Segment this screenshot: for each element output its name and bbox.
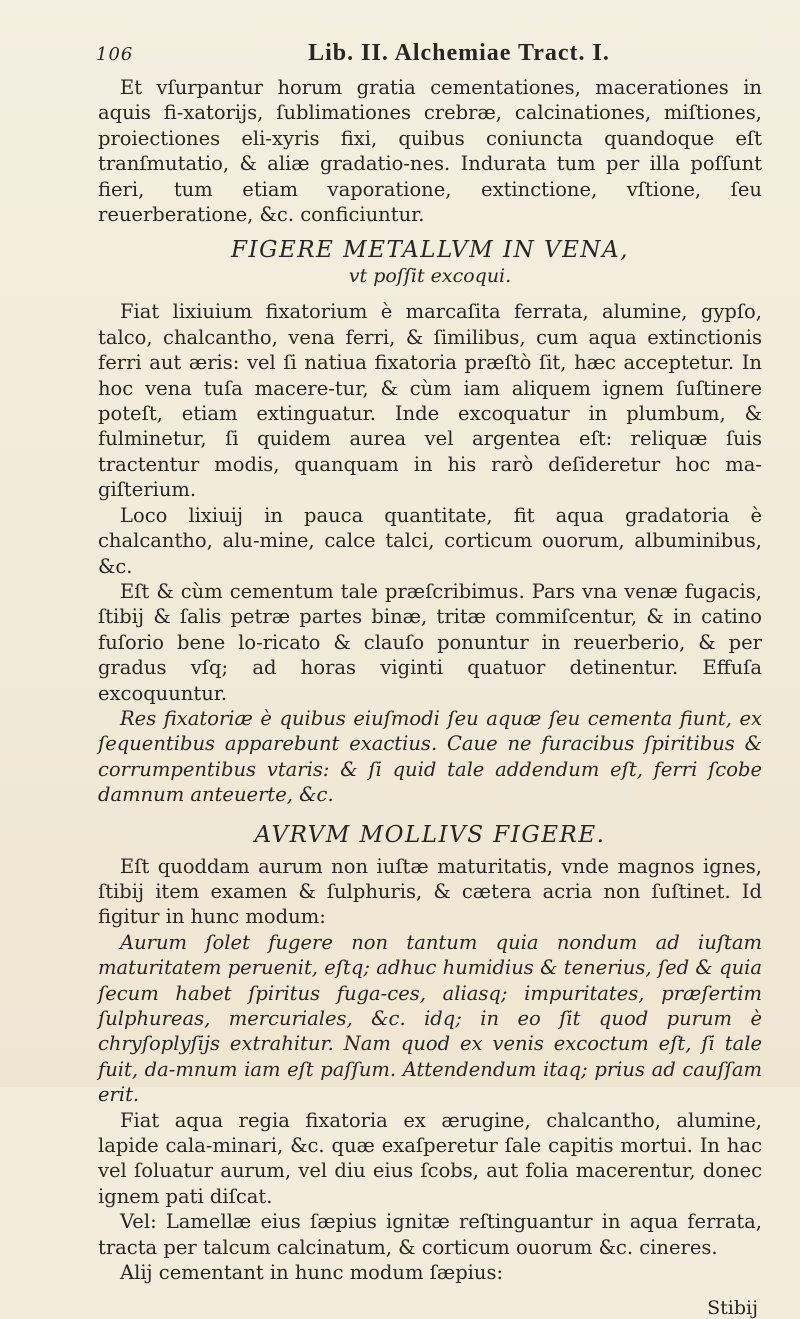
paragraph-intro: Et vſurpantur horum gratia cementationes, macerationes in aquis fi-xatorijs, ſublimationes crebræ, calcinationes, miſtiones, proiectiones eli-xyris fixi, quibus coniuncta quandoque eſt tranſmutatio, & aliæ gradatio-nes. Indurata tum per illa poſſunt fieri, tum etiam vaporatione, extinctione, vſtione, ſeu reuerberatione, &c. conficiuntur. — [98, 76, 762, 227]
section-heading-figere-metallum: FIGERE METALLVM IN VENA, — [231, 237, 629, 264]
page-number: 106 — [96, 44, 134, 65]
section-heading-aurum-mollius: AVRVM MOLLIVS FIGERE. — [254, 821, 606, 848]
catchword: Stibij — [707, 1297, 758, 1319]
section-subheading: vt poſſit excoqui. — [348, 265, 512, 288]
paragraph-aqua-gradatoria: Loco lixiuij in pauca quantitate, fit aqua gradatoria è chalcantho, alu-mine, calce talci, corticum ouorum, albuminibus, &c. — [98, 503, 762, 578]
paragraph-aurum-maturitas: Eſt quoddam aurum non iuſtæ maturitatis, vnde magnos ignes, ſtibij item examen & ſulphuris, & cætera acria non ſuſtinet. Id figitur in hunc modum: — [98, 854, 762, 929]
paragraph-aqua-regia: Fiat aqua regia fixatoria ex ærugine, chalcantho, alumine, lapide cala-minari, &c. quæ exaſperetur ſale capitis mortui. In hac vel ſoluatur aurum, vel diu eius ſcobs, aut folia macerentur, donec ignem pati diſcat. — [98, 1108, 762, 1208]
paragraph-res-fixatoriae: Res fixatoriæ è quibus eiuſmodi ſeu aquæ ſeu cementa fiunt, ex ſequentibus apparebunt exactius. Caue ne furacibus ſpiritibus & corrumpentibus vtaris: & ſi quid tale addendum eſt, ferri ſcobe damnum anteuerte, &c. — [98, 706, 762, 807]
paragraph-aurum-fugere: Aurum ſolet fugere non tantum quia nondum ad iuſtam maturitatem peruenit, eſtq; adhuc humidius & tenerius, ſed & quia ſecum habet ſpiritus fuga-ces, aliasq; impuritates, præſertim ſulphureas, mercuriales, &c. idq; in eo ſit quod purum è chryſoplyſijs extrahitur. Nam quod ex venis excoctum eſt, ſi tale fuit, da-mnum iam eſt paſſum. Attendendum itaq; prius ad cauſſam erit. — [98, 930, 762, 1107]
paragraph-lixivium: Fiat lixiuium fixatorium è marcaſita ferrata, alumine, gypſo, talco, chalcantho, vena ferri, & ſimilibus, cum aqua extinctionis ferri aut æris: vel ſi natiua fixatoria præſtò ſit, hæc acceptetur. In hoc vena tuſa macere-tur, & cùm iam aliquem ignem ſuſtinere poteſt, etiam extinguatur. Inde excoquatur in plumbum, & fulminetur, ſi quidem aurea vel argentea eſt: reliquæ ſuis tractentur modis, quanquam in his rarò deſideretur hoc ma-giſterium. — [98, 300, 762, 502]
paragraph-cementum: Eſt & cùm cementum tale præſcribimus. Pars vna venæ fugacis, ſtibij & ſalis petræ partes binæ, tritæ commiſcentur, & in catino fuſorio bene lo-ricato & clauſo ponuntur in reuerberio, & per gradus vſq; ad horas viginti quatuor detinentur. Effuſa excoquuntur. — [98, 579, 762, 705]
running-title: Lib. II. Alchemiae Tract. I. — [308, 40, 610, 66]
paragraph-lamellae: Vel: Lamellæ eius ſæpius ignitæ reſtinguantur in aqua ferrata, tracta per talcum calcinatum, & corticum ouorum &c. cineres. — [98, 1210, 762, 1259]
paragraph-alij-cementant: Alij cementant in hunc modum ſæpius: — [120, 1261, 504, 1285]
page-header — [98, 40, 762, 67]
